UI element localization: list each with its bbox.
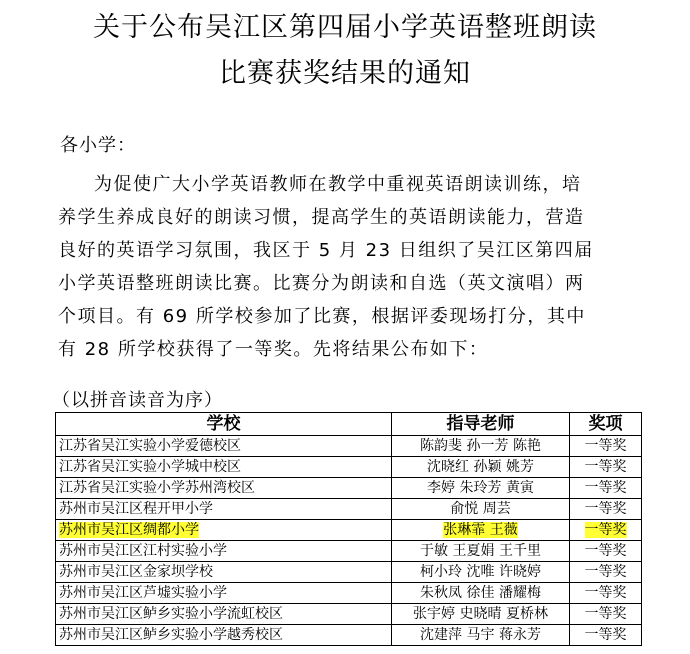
school-cell — [56, 625, 392, 646]
teacher-cell — [392, 499, 570, 520]
table-row — [56, 625, 642, 646]
teacher-cell-text: 柯小玲 沈唯 许晓婷 — [420, 564, 541, 580]
document-title-line1: 关于公布吴江区第四届小学英语整班朗读 — [93, 12, 597, 43]
teacher-cell-text: 李婷 朱玲芳 黄寅 — [427, 480, 534, 496]
school-cell-text: 江苏省吴江实验小学爱德校区 — [59, 438, 241, 454]
table-row — [56, 436, 642, 457]
table-row — [56, 583, 642, 604]
teacher-cell — [392, 562, 570, 583]
award-cell-text: 一等奖 — [584, 522, 627, 538]
table-row — [56, 604, 642, 625]
school-cell-text: 苏州市吴江区芦墟实验小学 — [59, 585, 227, 601]
award-cell-text: 一等奖 — [584, 564, 627, 580]
body-line: 为促使广大小学英语教师在教学中重视英语朗读训练，培 — [94, 174, 582, 195]
school-cell — [56, 478, 392, 499]
teacher-cell — [392, 520, 570, 541]
award-cell — [570, 625, 642, 646]
header-school: 学校 — [56, 413, 392, 436]
body-line: 良好的英语学习氛围，我区于 5 月 23 日组织了吴江区第四届 — [58, 240, 594, 261]
school-cell-text: 苏州市吴江区鲈乡实验小学越秀校区 — [59, 627, 283, 643]
school-cell-text: 苏州市吴江区绸都小学 — [59, 522, 199, 538]
award-cell — [570, 541, 642, 562]
award-cell — [570, 583, 642, 604]
teacher-cell-text: 张琳霏 王薇 — [443, 522, 518, 538]
teacher-cell-text: 张宇婷 史晓晴 夏桥林 — [413, 606, 548, 622]
school-cell-text: 苏州市吴江区江村实验小学 — [59, 543, 227, 559]
teacher-cell — [392, 478, 570, 499]
body-line: 小学英语整班朗读比赛。比赛分为朗读和自选（英文演唱）两 — [58, 273, 585, 294]
award-cell-text: 一等奖 — [584, 459, 627, 475]
award-cell — [570, 604, 642, 625]
award-cell — [570, 478, 642, 499]
award-cell-text: 一等奖 — [584, 438, 627, 454]
award-cell — [570, 457, 642, 478]
teacher-cell-text: 陈韵斐 孙一芳 陈艳 — [420, 438, 541, 454]
teacher-cell-text: 于敏 王夏娟 王千里 — [420, 543, 541, 559]
award-cell-text: 一等奖 — [584, 585, 627, 601]
award-cell — [570, 562, 642, 583]
school-cell-text: 江苏省吴江实验小学城中校区 — [59, 459, 241, 475]
school-cell — [56, 436, 392, 457]
award-cell-text: 一等奖 — [584, 543, 627, 559]
results-table-body — [56, 436, 642, 646]
table-header-row — [56, 413, 642, 436]
teacher-cell — [392, 457, 570, 478]
teacher-cell — [392, 436, 570, 457]
teacher-cell-text: 沈建萍 马宇 蒋永芳 — [420, 627, 541, 643]
ordering-note: （以拼音读音为序） — [52, 390, 223, 411]
award-cell — [570, 520, 642, 541]
body-line: 个项目。有 69 所学校参加了比赛，根据评委现场打分，其中 — [58, 306, 586, 327]
table-row — [56, 562, 642, 583]
school-cell-text: 苏州市吴江区鲈乡实验小学流虹校区 — [59, 606, 283, 622]
table-row — [56, 541, 642, 562]
teacher-cell — [392, 541, 570, 562]
body-paragraph — [58, 168, 638, 366]
award-cell — [570, 436, 642, 457]
school-cell — [56, 562, 392, 583]
school-cell — [56, 457, 392, 478]
table-row — [56, 457, 642, 478]
teacher-cell-text: 朱秋凤 徐佳 潘耀梅 — [420, 585, 541, 601]
table-row — [56, 520, 642, 541]
award-cell — [570, 499, 642, 520]
award-cell-text: 一等奖 — [584, 606, 627, 622]
award-cell-text: 一等奖 — [584, 627, 627, 643]
body-line: 养学生养成良好的朗读习惯，提高学生的英语朗读能力，营造 — [58, 207, 585, 228]
table-row — [56, 499, 642, 520]
teacher-cell — [392, 583, 570, 604]
header-teacher: 指导老师 — [392, 413, 570, 436]
teacher-cell — [392, 604, 570, 625]
school-cell-text: 苏州市吴江区金家坝学校 — [59, 564, 213, 580]
document-title-line2: 比赛获奖结果的通知 — [219, 58, 471, 89]
header-award: 奖项 — [570, 413, 642, 436]
results-table — [55, 412, 642, 646]
teacher-cell-text: 俞悦 周芸 — [450, 501, 511, 517]
teacher-cell-text: 沈晓红 孙颖 姚芳 — [427, 459, 534, 475]
school-cell — [56, 583, 392, 604]
school-cell — [56, 604, 392, 625]
award-cell-text: 一等奖 — [584, 501, 627, 517]
school-cell-text: 江苏省吴江实验小学苏州湾校区 — [59, 480, 255, 496]
award-cell-text: 一等奖 — [584, 480, 627, 496]
teacher-cell — [392, 625, 570, 646]
school-cell — [56, 541, 392, 562]
school-cell — [56, 499, 392, 520]
greeting: 各小学： — [60, 135, 136, 156]
table-row — [56, 478, 642, 499]
body-line: 有 28 所学校获得了一等奖。先将结果公布如下： — [58, 339, 489, 360]
school-cell-text: 苏州市吴江区程开甲小学 — [59, 501, 213, 517]
school-cell — [56, 520, 392, 541]
